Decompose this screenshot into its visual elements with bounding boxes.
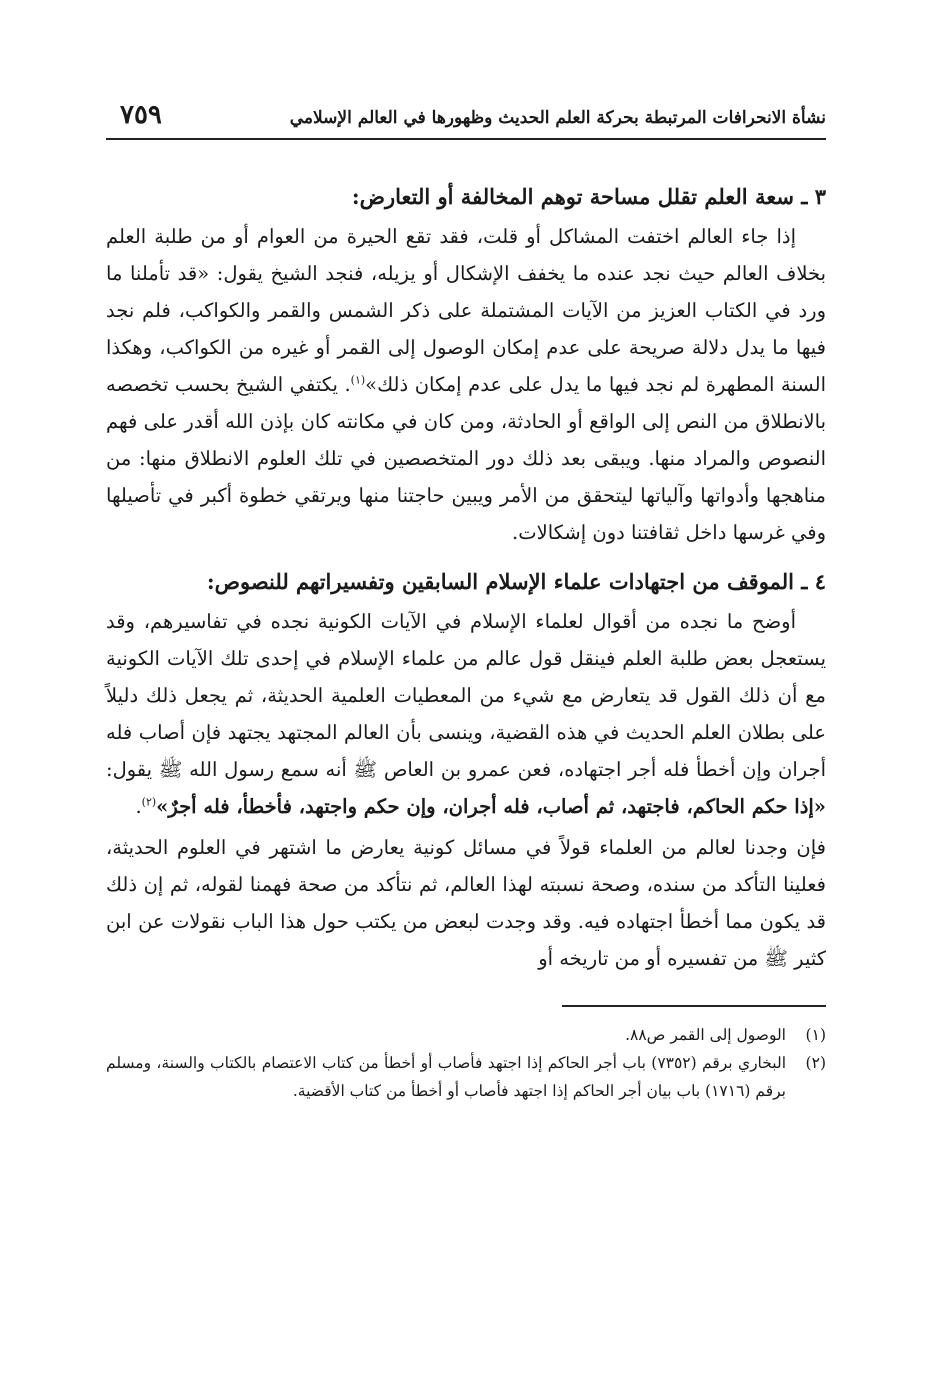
footnote-2 xyxy=(106,1049,826,1105)
section-4-text-start: أوضح ما نجده من أقوال لعلماء الإسلام في الآيات الكونية نجده في تفاسيرهم، وقد يستعجل بعض طلبة العلم فينقل قول عالم من علماء الإسلام في إحدى تلك الآيات الكونية مع أن ذلك القول قد يتعارض مع شيء من المعطيات العلمية الحديثة، ثم يجعل ذلك دليلاً على بطلان العلم الحديث في هذه القضية، وينسى بأن العالم المجتهد يجتهد فإن أصاب فله أجران وإن أخطأ فله أجر اجتهاده، فعن عمرو بن العاص ﷺ أنه سمع رسول الله ﷺ يقول: xyxy=(106,610,826,781)
footnote-ref-1: (١) xyxy=(350,373,366,387)
section-4-heading: ٤ ـ الموقف من اجتهادات علماء الإسلام السابقين وتفسيراتهم للنصوص: xyxy=(206,569,826,594)
footnote-text: الوصول إلى القمر ص٨٨. xyxy=(625,1026,786,1044)
running-header-title: نشأة الانحرافات المرتبطة بحركة العلم الحديث وظهورها في العالم الإسلامي xyxy=(289,108,826,128)
section-4-text-end: . xyxy=(135,795,142,818)
hadith-quote: «إذا حكم الحاكم، فاجتهد، ثم أصاب، فله أجران، وإن حكم واجتهد، فأخطأ، فله أجرٌ» xyxy=(156,795,826,818)
page-number: ٧٥٩ xyxy=(120,100,162,130)
section-3-heading: ٣ ـ سعة العلم تقلل مساحة توهم المخالفة أو التعارض: xyxy=(351,184,826,209)
section-4-paragraph-1 xyxy=(106,603,826,825)
running-header xyxy=(106,96,826,140)
footnote-number: (١) xyxy=(805,1026,826,1044)
footnote-1 xyxy=(106,1021,826,1049)
section-3-text-start: إذا جاء العالم اختفت المشاكل أو قلت، فقد تقع الحيرة من العوام أو من طلبة العلم بخلاف العالم حيث نجد عنده ما يخفف الإشكال أو يزيله، فنجد الشيخ يقول: «قد تأملنا ما ورد في الكتاب العزيز من الآيات المشتملة على ذكر الشمس والقمر والكواكب، فلم نجد فيها ما يدل دلالة صريحة على عدم إمكان الوصول إلى القمر أو غيره من الكواكب، وهكذا السنة المطهرة لم نجد فيها ما يدل على عدم إمكان ذلك» xyxy=(106,225,826,396)
section-4-paragraph-2: فإن وجدنا لعالم من العلماء قولاً في مسائل كونية يعارض ما اشتهر في العلوم الحديثة، فعلينا التأكد من سنده، وصحة نسبته لهذا العالم، ثم نتأكد من صحة فهمنا لقوله، ثم إن ذلك قد يكون مما أخطأ اجتهاده فيه. وقد وجدت لبعض من يكتب حول هذا الباب نقولات عن ابن كثير ﷺ من تفسيره أو من تاريخه أو xyxy=(106,836,826,970)
book-page xyxy=(106,96,826,1105)
section-3-text-end: . يكتفي الشيخ بحسب تخصصه بالانطلاق من النص إلى الواقع أو الحادثة، ومن كان في مكانته كان بإذن الله أقدر على فهم النصوص والمراد منها. ويبقى بعد ذلك دور المتخصصين في تلك العلوم الانطلاق منها: من مناهجها وأدواتها وآلياتها ليتحقق من الأمر ويبين حاجتنا منها ويرتقي خطوة أكبر في تأصيلها وفي غرسها داخل ثقافتنا دون إشكالات. xyxy=(106,373,826,544)
footnote-ref-2: (٢) xyxy=(141,795,157,809)
footnote-number: (٢) xyxy=(805,1054,826,1072)
footnote-text: البخاري برقم (٧٣٥٢) باب أجر الحاكم إذا اجتهد فأصاب أو أخطأ من كتاب الاعتصام بالكتاب والسنة، ومسلم برقم (١٧١٦) باب بيان أجر الحاكم إذا اجتهد فأصاب أو أخطأ من كتاب الأقضية. xyxy=(106,1054,786,1100)
footnotes xyxy=(106,1021,826,1105)
section-3-paragraph xyxy=(106,218,826,551)
footnote-separator xyxy=(562,1005,826,1007)
